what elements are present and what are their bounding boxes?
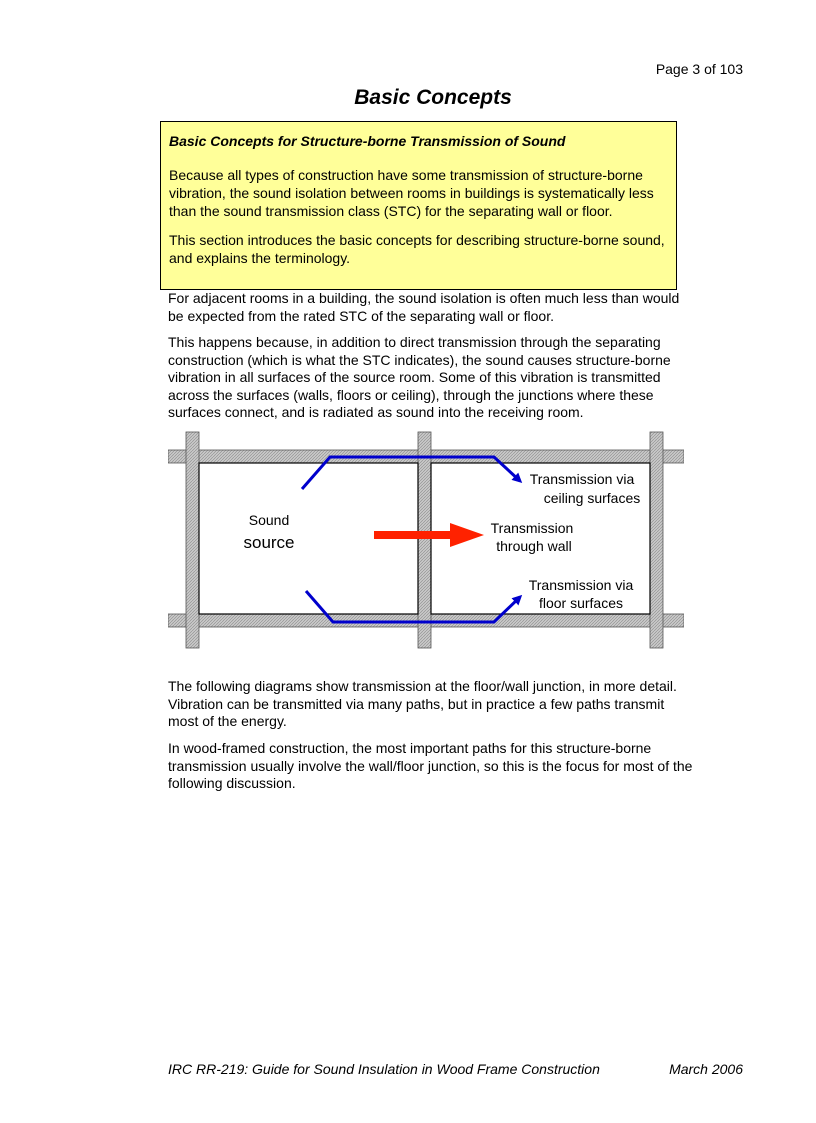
callout-paragraph: Because all types of construction have some transmission of structure-borne vibration, the sound isolation between rooms in buildings is systematically less than the sound transmission class (STC) for the separating wall or floor. — [169, 167, 654, 219]
label-sound: Sound — [248, 512, 290, 528]
label-source: source — [243, 533, 295, 552]
footer-document-title: IRC RR-219: Guide for Sound Insulation in Wood Frame Construction — [168, 1061, 600, 1077]
body-paragraph: In wood-framed construction, the most important paths for this structure-borne transmission usually involve the wall/floor junction, so this is the focus for most of the following discussion. — [168, 740, 693, 791]
label-wall-2: through wall — [496, 538, 572, 554]
body-paragraph: For adjacent rooms in a building, the sound isolation is often much less than would be expected from the rated STC of the separating wall or floor. — [168, 290, 680, 324]
separating-wall — [418, 432, 431, 648]
page-title: Basic Concepts — [354, 86, 512, 109]
label-floor-1: Transmission via — [528, 577, 634, 593]
body-paragraph: The following diagrams show transmission at the floor/wall junction, in more detail. Vibration can be transmitted via many paths, but in practice a few paths transmit most of the energy. — [168, 678, 677, 729]
label-wall-1: Transmission — [490, 520, 574, 536]
callout-paragraph: This section introduces the basic concepts for describing structure-borne sound, and explains the terminology. — [169, 232, 665, 266]
callout-heading: Basic Concepts for Structure-borne Transmission of Sound — [169, 133, 566, 149]
body-paragraph: This happens because, in addition to direct transmission through the separating construction (which is what the STC indicates), the sound causes structure-borne vibration in all surfaces of the source room. Some of this vibration is transmitted across the surfaces (walls, floors or ceiling), through the junctions where these surfaces connect, and is radiated as sound into the receiving room. — [168, 334, 671, 420]
left-wall — [186, 432, 199, 648]
page-number: Page 3 of 103 — [655, 61, 743, 77]
summary-callout — [160, 121, 677, 290]
transmission-diagram — [168, 430, 684, 655]
footer-date: March 2006 — [669, 1061, 743, 1077]
label-ceiling-1: Transmission via — [529, 471, 635, 487]
label-ceiling-2: ceiling surfaces — [543, 490, 641, 506]
label-floor-2: floor surfaces — [538, 595, 624, 611]
right-wall — [650, 432, 663, 648]
